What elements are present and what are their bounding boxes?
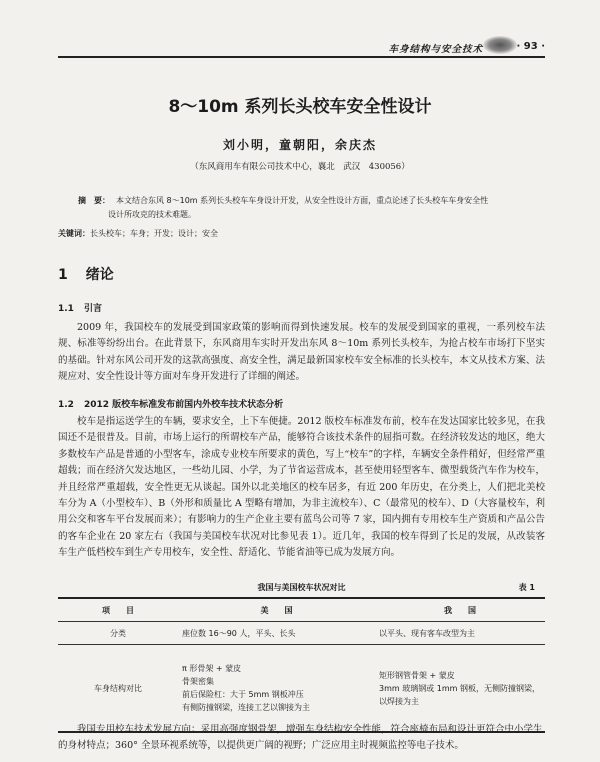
- cell-line: 前后保险杠：大于 5mm 钢板冲压: [182, 690, 304, 699]
- table-number: 表 1: [518, 583, 535, 592]
- cell-line: 3mm 玻璃钢或 1mm 钢板，无侧防撞钢梁，以焊接为主: [379, 683, 540, 706]
- abstract-text-line1: 本文结合东风 8～10m 系列长头校车车身设计开发，从安全性设计方面，重点论述了长头校车车身安全性: [116, 196, 489, 205]
- row-label: 分类: [58, 622, 178, 645]
- section-number: 1: [58, 267, 68, 283]
- header-us: 美 国: [178, 598, 375, 622]
- cell-line: 有侧防撞钢梁，连接工艺以铆接为主: [182, 703, 310, 712]
- cell-us: 座位数 16～90 人，平头、长头: [178, 622, 375, 645]
- paragraph-intro: 2009 年，我国校车的发展受到国家政策的影响而得到快速发展。校车的发展受到国家的重视，一系列校车法规、标准等纷纷出台。在此背景下，东风商用车实时开发出东风 8～10m 系列长头校车，为抢占校车市场打下坚实的基础。针对东风公司开发的这款高强度、高安全性，满足最新国家校车安全标准的长头校车，本文从技术方案、法规应对、安全性设计等方面对车身开发进行了详细的阐述。: [58, 322, 545, 383]
- subsection-number: 1.2: [58, 400, 74, 410]
- article-authors: 刘小明，童朝阳，余庆杰: [222, 138, 377, 152]
- article-affiliation: （东风商用车有限公司技术中心，襄北 武汉 430056）: [190, 162, 410, 172]
- cell-line: 骨架密集: [182, 677, 214, 686]
- running-title: 车身结构与安全技术: [388, 44, 483, 55]
- page-number: · 93 ·: [516, 41, 545, 52]
- cell-cn: [375, 645, 545, 733]
- subsection-number: 1.1: [58, 304, 74, 314]
- cell-line: 矩形钢管骨架 + 蒙皮: [379, 670, 455, 680]
- comparison-table: [58, 597, 545, 733]
- header-ink-smudge: [483, 36, 517, 54]
- table-row: [58, 622, 545, 645]
- table-row: [58, 645, 545, 733]
- keywords-text: 长头校车；车身；开发；设计；安全: [90, 229, 218, 238]
- table-caption-text: 我国与美国校车状况对比: [257, 583, 346, 592]
- keywords-label: 关键词：: [58, 229, 90, 238]
- abstract: [78, 194, 542, 222]
- abstract-text-line2: 设计所攻克的技术难题。: [108, 210, 196, 219]
- subsection-title: 引言: [83, 304, 102, 314]
- table-header-row: [58, 598, 545, 622]
- cell-cn: 以平头、现有客车改型为主: [375, 622, 545, 645]
- section-heading-1: [58, 264, 114, 284]
- running-header: [58, 34, 545, 58]
- cell-line: π 形骨架 + 蒙皮: [182, 664, 242, 673]
- paragraph-analysis: 校车是指运送学生的车辆，要求安全，上下车便捷。2012 版校车标准发布前，校车在发达国家比较多见，在我国还不是很普及。目前，市场上运行的所谓校车产品，能够符合该技术条件的屈指可数。在经济较发达的地区，绝大多数校车产品是普通的小型客车，涂成专业校车所要求的黄色，写上“校车”的字样，车辆安全条件稍好，但经常严重超载；而在经济欠发达地区，一些幼儿园、小学，为了节省运营成本，甚至使用轻型客车、微型载货汽车作为校车，并且经常严重超载，安全性更无从谈起。国外以北美地区的校车居多，有近 200 年历史，在分类上，人们把北美校车分为 A（小型校车）、B（外形和质量比 A 型略有增加，为非主流校车）、C（最常见的校车）、D（大容量校车，利用公交和客车平台发展而来）；有影响力的生产企业主要有蓝鸟公司等 7 家，国内拥有专用校车生产资质和产品公告的客车企业在 20 家左右（我国与美国校车状况对比参见表 1）。近几年，我国的校车得到了长足的发展，从改装客车生产低档校车到生产专用校车，安全性、舒适化、节能省油等已成为发展方向。: [58, 416, 545, 559]
- header-cn: 我 国: [375, 598, 545, 622]
- subsection-heading-1-1: [58, 301, 102, 314]
- abstract-label: 摘 要：: [78, 196, 110, 205]
- keywords: [58, 228, 218, 239]
- subsection-heading-1-2: [58, 397, 283, 410]
- subsection-title: 2012 版校车标准发布前国内外校车技术状态分析: [83, 400, 284, 410]
- cell-us: [178, 645, 375, 733]
- row-label: 车身结构对比: [58, 645, 178, 733]
- section-title: 绪论: [85, 267, 114, 283]
- article-title: 8～10m 系列长头校车安全性设计: [168, 97, 432, 117]
- paragraph-direction: 我国专用校车技术发展方向：采用高强度钢骨架，增强车身结构安全性能，符合座椅布局和设计更符合中小学生的身材特点；360° 全景环视系统等，以提供更广阔的视野；广泛应用主时视频监控等电子技术。: [58, 724, 543, 752]
- header-item: 项 目: [58, 598, 178, 622]
